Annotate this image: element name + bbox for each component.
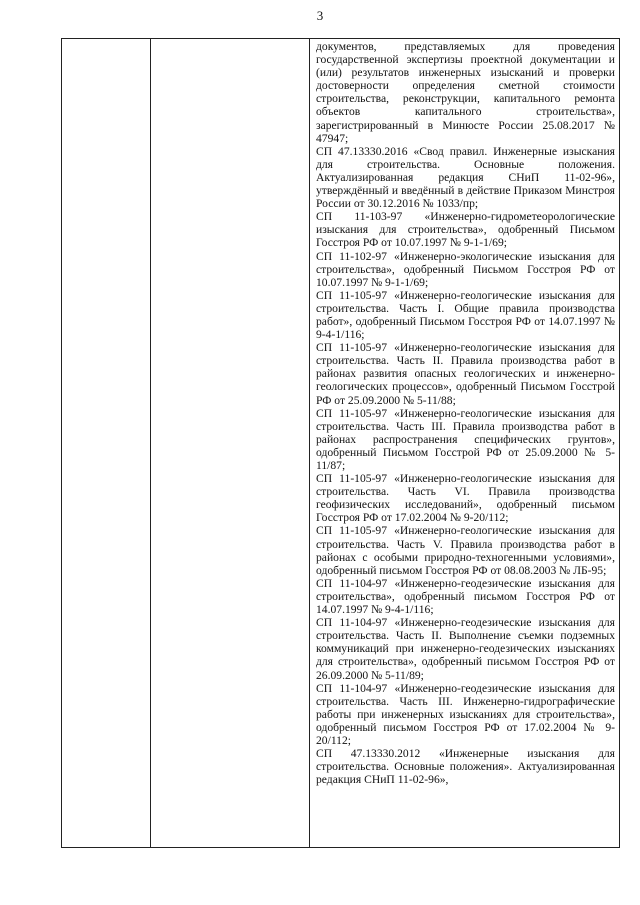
regulation-entry: СП 11-105-97 «Инженерно-геологические изыскания для строительства. Часть I. Общие правила производства работ», одобренный Письмом Госстроя РФ от 14.07.1997 № 9-4-1/116; <box>316 288 615 342</box>
regulation-entry: СП 11-105-97 «Инженерно-геологические изыскания для строительства. Часть VI. Правила производства геофизических исследований», одобренный письмом Госстроя РФ от 17.02.2004 № 9-20/112; <box>316 472 615 525</box>
regulation-entry: СП 11-105-97 «Инженерно-геологические изыскания для строительства. Часть V. Правила производства работ в районах с особыми природно-техногенными условиями», одобренный письмом Госстроя РФ от 08.08.2003 № ЛБ-95; <box>316 524 615 577</box>
regulation-entry: СП 11-104-97 «Инженерно-геодезические изыскания для строительства. Часть III. Инженерно-гидрографические работы при инженерных изысканиях для строительства», одобренный письмом Госстроя РФ от 17.02.2004 № 9-20/112; <box>316 681 615 747</box>
regulation-entry: СП 47.13330.2012 «Инженерные изыскания для строительства. Основные положения». Актуализированная редакция СНиП 11-02-96», <box>316 747 615 787</box>
regulation-entry: СП 11-102-97 «Инженерно-экологические изыскания для строительства», одобренный Письмом Госстроя РФ от 10.07.1997 № 9-1-1/69; <box>316 249 615 289</box>
table-column-name <box>151 39 310 847</box>
page-number: 3 <box>316 8 324 23</box>
regulation-entry: СП 47.13330.2016 «Свод правил. Инженерные изыскания для строительства. Основные положения. Актуализированная редакция СНиП 11-02-96», утверждённый и введённый в действие Приказом Минстроя России от 30.12.2016 № 1033/пр; <box>316 144 615 211</box>
regulation-entry: СП 11-104-97 «Инженерно-геодезические изыскания для строительства», одобренный письмом Госстроя РФ от 14.07.1997 № 9-4-1/116; <box>316 576 615 617</box>
regulation-entry: СП 11-103-97 «Инженерно-гидрометеорологические изыскания для строительства», одобренный Письмом Госстроя РФ от 10.07.1997 № 9-1-1/69; <box>316 210 615 250</box>
document-table <box>61 38 620 848</box>
table-column-regulations <box>310 39 619 847</box>
regulation-entry: документов, представляемых для проведения государственной экспертизы проектной документации и (или) результатов инженерных изысканий и проверки достоверности определения сметной стоимости строительства, реконструкции, капитального ремонта объектов капитального строительства», зарегистрированный в Минюсте России 25.08.2017 № 47947; <box>316 40 615 145</box>
table-column-number <box>62 39 151 847</box>
regulation-entry: СП 11-105-97 «Инженерно-геологические изыскания для строительства. Часть II. Правила производства работ в районах развития опасных геологических и инженерно-геологических процессов», одобренный Письмом Госстрой РФ от 25.09.2000 № 5-11/88; <box>316 341 615 407</box>
regulation-entry: СП 11-104-97 «Инженерно-геодезические изыскания для строительства. Часть II. Выполнение съемки подземных коммуникаций при инженерно-геодезических изысканиях для строительства», одобренный письмом Госстроя РФ от 26.09.2000 № 5-11/89; <box>316 616 615 682</box>
regulation-entry: СП 11-105-97 «Инженерно-геологические изыскания для строительства. Часть III. Правила производства работ в районах распространения специфических грунтов», одобренный Письмом Госстрой РФ от 25.09.2000 № 5-11/87; <box>316 406 615 472</box>
